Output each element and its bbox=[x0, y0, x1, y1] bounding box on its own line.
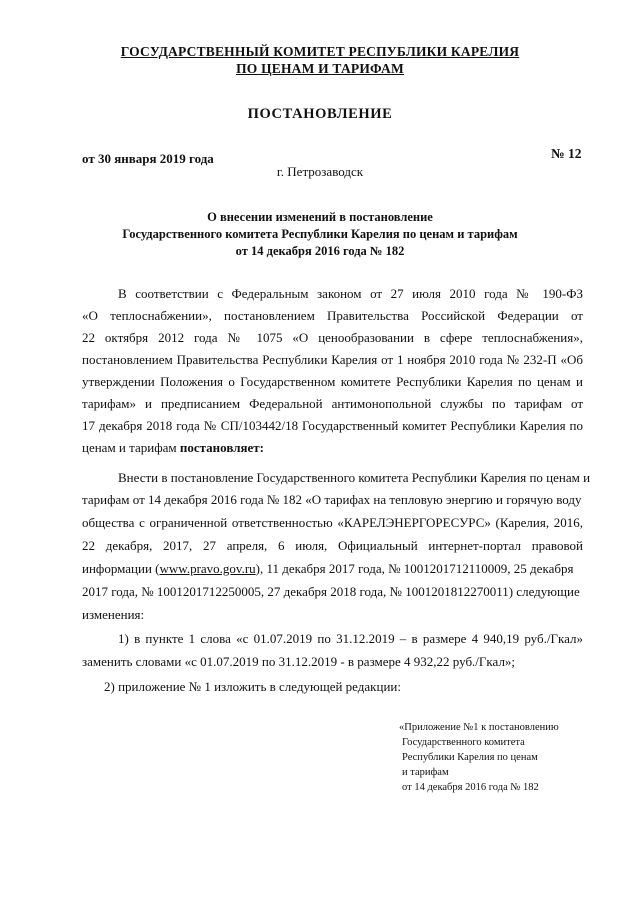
appendix-line1: «Приложение №1 к постановлению bbox=[399, 722, 559, 733]
doc-date: от 30 января 2019 года bbox=[82, 151, 214, 166]
preamble-line2: «О теплоснабжении», постановлением Правительства Российской Федерации от bbox=[82, 308, 583, 323]
item1-line1: 1) в пункте 1 слова «с 01.07.2019 по 31.12.2019 – в размере 4 940,19 руб./Гкал» bbox=[118, 631, 583, 646]
preamble-line7: 17 декабря 2018 года № СП/103442/18 Государственный комитет Республики Карелия по bbox=[82, 418, 583, 433]
subject-line3: от 14 декабря 2016 года № 182 bbox=[235, 244, 405, 258]
preamble-line6: тарифам» и предписанием Федеральной антимонопольной службы по тарифам от bbox=[82, 396, 583, 411]
preamble-line8-text: ценам и тарифам bbox=[82, 440, 180, 455]
para1-line4: 22 декабря, 2017, 27 апреля, 6 июля, Официальный интернет-портал правовой bbox=[82, 538, 583, 553]
para1-line6: 2017 года, № 1001201712250005, 27 декабря 2018 года, № 1001201812270011) следующие bbox=[82, 584, 580, 599]
preamble-line3: 22 октября 2012 года № 1075 «О ценообразовании в сфере теплоснабжения», bbox=[82, 330, 583, 345]
appendix-line5: от 14 декабря 2016 года № 182 bbox=[402, 782, 539, 793]
subject-line1: О внесении изменений в постановление bbox=[207, 210, 433, 224]
para1-line5-post: ), 11 декабря 2017 года, № 1001201712110009, 25 декабря bbox=[255, 561, 574, 576]
appendix-line2: Государственного комитета bbox=[402, 737, 525, 748]
para1-line3: общества с ограниченной ответственностью «КАРЕЛЭНЕРГОРЕСУРС» (Карелия, 2016, bbox=[82, 515, 583, 530]
appendix-line4: и тарифам bbox=[402, 767, 449, 778]
appendix-line3: Республики Карелия по ценам bbox=[402, 752, 538, 763]
preamble-line8 bbox=[82, 440, 264, 456]
preamble-line1: В соответствии с Федеральным законом от 27 июля 2010 года № 190-ФЗ bbox=[118, 286, 583, 301]
resolves-word: постановляет: bbox=[179, 440, 265, 455]
preamble-line5: утверждении Положения о Государственном комитете Республики Карелия по ценам и bbox=[82, 374, 583, 389]
preamble-line4: постановлением Правительства Республики Карелия от 1 ноября 2010 года № 232-П «Об bbox=[82, 352, 583, 367]
doc-number: № 12 bbox=[551, 146, 582, 161]
item1-line2: заменить словами «с 01.07.2019 по 31.12.2019 - в размере 4 932,22 руб./Гкал»; bbox=[82, 654, 516, 669]
para1-line1: Внести в постановление Государственного комитета Республики Карелия по ценам и bbox=[118, 470, 591, 485]
para1-line2: тарифам от 14 декабря 2016 года № 182 «О тарифах на тепловую энергию и горячую воду bbox=[82, 492, 582, 507]
subject-line2: Государственного комитета Республики Карелия по ценам и тарифам bbox=[122, 227, 518, 241]
para1-line5 bbox=[82, 561, 573, 577]
doc-type-title: ПОСТАНОВЛЕНИЕ bbox=[247, 106, 393, 122]
org-name-line1: ГОСУДАРСТВЕННЫЙ КОМИТЕТ РЕСПУБЛИКИ КАРЕЛИЯ bbox=[120, 44, 520, 59]
org-name-line2: ПО ЦЕНАМ И ТАРИФАМ bbox=[236, 61, 404, 76]
item2-line: 2) приложение № 1 изложить в следующей редакции: bbox=[104, 679, 401, 694]
pravo-gov-link[interactable]: www.pravo.gov.ru bbox=[159, 561, 256, 576]
para1-line5-pre: информации ( bbox=[82, 561, 160, 576]
para1-line7: изменения: bbox=[82, 607, 145, 622]
doc-city: г. Петрозаводск bbox=[276, 164, 364, 179]
